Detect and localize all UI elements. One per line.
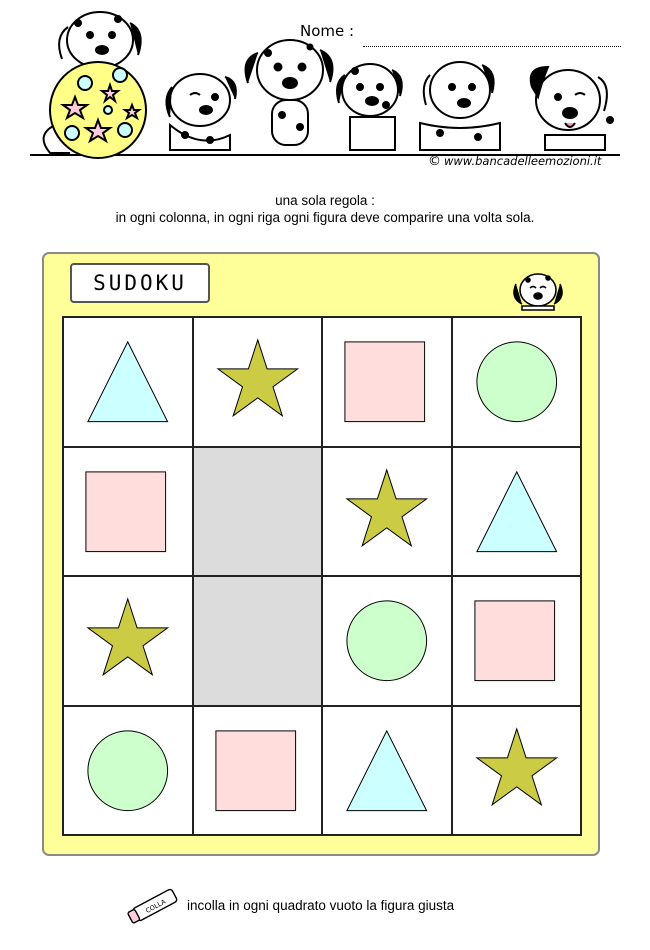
- empty-cell[interactable]: [193, 576, 323, 706]
- grid-cell: [452, 317, 582, 447]
- footer-instruction: incolla in ogni quadrato vuoto la figura giusta: [187, 897, 455, 913]
- grid-cell: [63, 576, 193, 706]
- glue-stick-label: COLLA: [144, 897, 168, 915]
- instruction-rule-heading: una sola regola :: [275, 193, 375, 208]
- puppies-row-icon: [166, 40, 613, 150]
- square-icon: [453, 577, 581, 705]
- grid-cell: [63, 706, 193, 836]
- grid-cell: [322, 317, 452, 447]
- triangle-icon: [323, 707, 451, 835]
- name-input-line[interactable]: [363, 46, 621, 47]
- star-icon: [64, 577, 192, 705]
- grid-cell: [63, 317, 193, 447]
- name-label: Nome :: [300, 22, 355, 40]
- star-icon: [194, 318, 322, 446]
- square-icon: [64, 448, 192, 576]
- copyright-icon: ©: [428, 154, 441, 169]
- square-icon: [194, 707, 322, 835]
- grid-cell: [452, 447, 582, 577]
- glue-stick-icon: [125, 880, 185, 930]
- circle-icon: [323, 577, 451, 705]
- puzzle-title: SUDOKU: [70, 263, 210, 303]
- star-icon: [453, 707, 581, 835]
- ball-icon: [50, 62, 146, 158]
- website-url: www.bancadelleemozioni.it: [444, 154, 602, 168]
- grid-cell: [322, 447, 452, 577]
- triangle-icon: [64, 318, 192, 446]
- sudoku-grid: [62, 316, 582, 836]
- instruction-rule-text: in ogni colonna, in ogni riga ogni figura deve comparire una volta sola.: [115, 210, 535, 225]
- grid-cell: [193, 706, 323, 836]
- grid-cell: [63, 447, 193, 577]
- grid-cell: [322, 576, 452, 706]
- square-icon: [323, 318, 451, 446]
- grid-cell: [452, 576, 582, 706]
- footer: [125, 880, 454, 930]
- empty-cell[interactable]: [193, 447, 323, 577]
- star-icon: [323, 448, 451, 576]
- circle-icon: [453, 318, 581, 446]
- puppy-icon: [508, 262, 568, 312]
- website-credit: [428, 154, 601, 169]
- circle-icon: [64, 707, 192, 835]
- grid-cell: [452, 706, 582, 836]
- grid-cell: [322, 706, 452, 836]
- triangle-icon: [453, 448, 581, 576]
- grid-cell: [193, 317, 323, 447]
